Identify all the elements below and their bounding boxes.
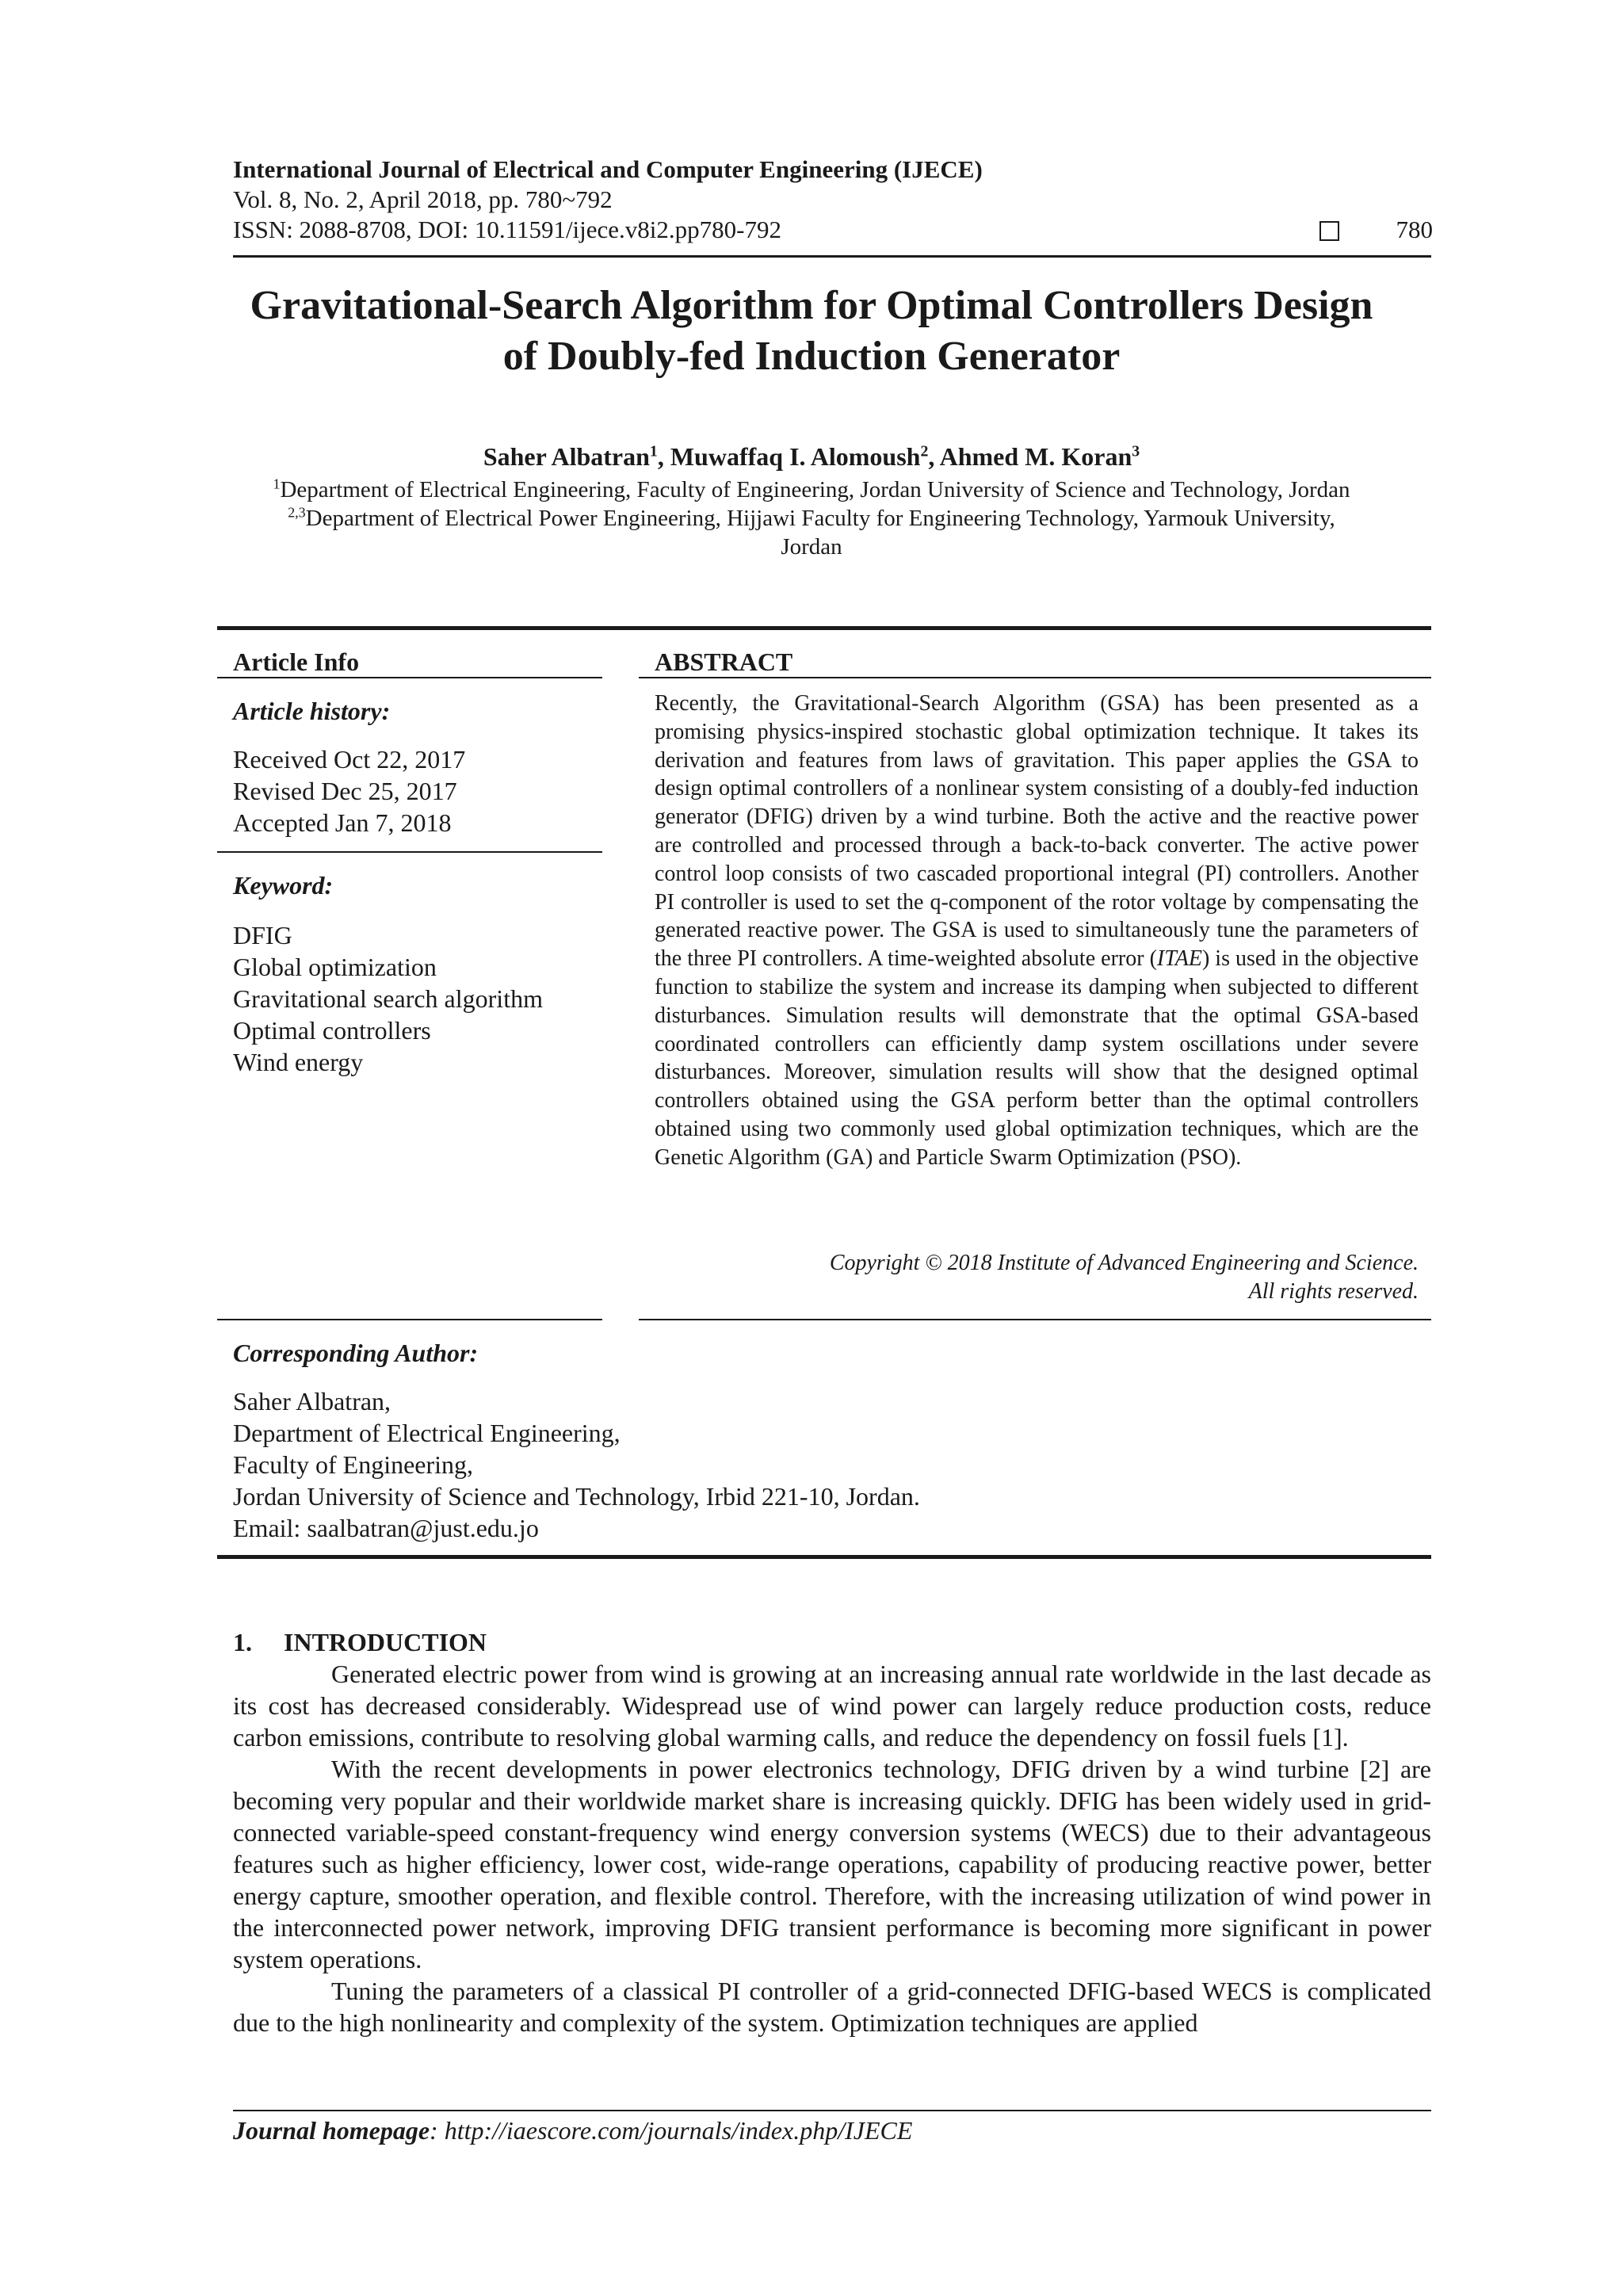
copyright-line-1: Copyright © 2018 Institute of Advanced Engineering and Science. xyxy=(829,1251,1419,1275)
homepage-label: Journal homepage xyxy=(233,2116,430,2145)
info-box-top-rule xyxy=(217,626,1431,630)
affiliation-marker: 1 xyxy=(273,476,281,492)
page-number: 780 xyxy=(1396,216,1433,243)
journal-name: International Journal of Electrical and Computer Engineering (IJECE) xyxy=(233,155,983,183)
article-info-rule xyxy=(217,677,602,678)
article-history-heading: Article history: xyxy=(233,697,391,725)
keyword-item: Wind energy xyxy=(233,1048,364,1076)
keyword-item: Gravitational search algorithm xyxy=(233,984,543,1013)
affiliation-2-continued: Jordan xyxy=(781,534,842,560)
received-date: Received Oct 22, 2017 xyxy=(233,745,466,774)
journal-issn-doi: ISSN: 2088-8708, DOI: 10.11591/ijece.v8i2.pp780-792 xyxy=(233,216,781,243)
abstract-itae: ITAE xyxy=(1156,946,1202,972)
article-info-heading: Article Info xyxy=(233,648,360,676)
keyword-item: Optimal controllers xyxy=(233,1016,431,1045)
abstract-text xyxy=(655,690,1419,1172)
affiliation-text: Department of Electrical Engineering, Faculty of Engineering, Jordan University of Science and Technology, Jordan xyxy=(280,477,1350,502)
affiliation-text: Department of Electrical Power Engineering, Hijjawi Faculty for Engineering Technology, Yarmouk University, xyxy=(305,506,1335,531)
header-rule xyxy=(233,255,1431,258)
author-name: Saher Albatran xyxy=(483,442,650,471)
affiliation-marker: 2,3 xyxy=(288,504,306,521)
abstract-heading: ABSTRACT xyxy=(655,648,793,676)
corresponding-author-heading: Corresponding Author: xyxy=(233,1339,479,1367)
author-list xyxy=(158,441,1465,472)
affiliation-1 xyxy=(222,476,1401,504)
affiliation-2 xyxy=(222,504,1401,533)
corresponding-author-line: Jordan University of Science and Technology, Irbid 221-10, Jordan. xyxy=(233,1482,920,1511)
intro-paragraph: Tuning the parameters of a classical PI controller of a grid-connected DFIG-based WECS is complicated due to the high nonlinearity and complexity of the system. Optimization techniques are applied xyxy=(233,1977,1431,2037)
keyword-item: DFIG xyxy=(233,921,292,949)
author-affil-marker: 3 xyxy=(1132,442,1140,460)
intro-paragraph: With the recent developments in power electronics technology, DFIG driven by a wind turbine [2] are becoming very popular and their worldwide market share is increasing quickly. DFIG has been widely used in grid-connected variable-speed constant-frequency wind energy conversion systems (WECS) due to their advantageous features such as higher efficiency, lower cost, wide-range operations, capability of producing reactive power, better energy capture, smoother operation, and flexible control. Therefore, with the increasing utilization of wind power in the interconnected power network, improving DFIG transient performance is becoming more significant in power system operations. xyxy=(233,1755,1431,1973)
copyright-line-2: All rights reserved. xyxy=(1248,1279,1419,1304)
corresponding-author-line: Faculty of Engineering, xyxy=(233,1450,474,1479)
corresponding-author-line: Department of Electrical Engineering, xyxy=(233,1419,621,1447)
journal-homepage xyxy=(233,2115,912,2146)
paper-title-line-2: of Doubly-fed Induction Generator xyxy=(502,334,1121,379)
keyword-item: Global optimization xyxy=(233,953,437,981)
corresponding-author-email: Email: saalbatran@just.edu.jo xyxy=(233,1514,539,1542)
accepted-date: Accepted Jan 7, 2018 xyxy=(233,808,452,837)
paper-title-line-1: Gravitational-Search Algorithm for Optimal Controllers Design xyxy=(250,283,1373,328)
keyword-heading: Keyword: xyxy=(233,871,334,900)
abstract-text-part-1: Recently, the Gravitational-Search Algorithm (GSA) has been presented as a promising physics-inspired stochastic global optimization technique. It takes its derivation and features from laws of gravitation. This paper applies the GSA to design optimal controllers of a nonlinear system consisting of a doubly-fed induction generator (DFIG) driven by a wind turbine. Both the active and the reactive power are controlled and processed through a back-to-back converter. The active power control loop consists of two cascaded proportional integral (PI) controllers. Another PI controller is used to set the q-component of the rotor voltage by compensating the generated reactive power. The GSA is used to simultaneously tune the parameters of the three PI controllers. A time-weighted absolute error ( xyxy=(655,691,1419,972)
revised-date: Revised Dec 25, 2017 xyxy=(233,777,457,805)
author-affil-marker: 2 xyxy=(920,442,929,460)
introduction-body xyxy=(233,1658,1431,2038)
intro-paragraph: Generated electric power from wind is growing at an increasing annual rate worldwide in the last decade as its cost has decreased considerably. Widespread use of wind power can largely reduce production costs, reduce carbon emissions, contribute to resolving global warming calls, and reduce the dependency on fossil fuels [1]. xyxy=(233,1660,1431,1752)
info-box-right-bottom-rule xyxy=(639,1319,1431,1320)
history-rule xyxy=(217,851,602,853)
author-name: , Ahmed M. Koran xyxy=(928,442,1132,471)
author-name: , Muwaffaq I. Alomoush xyxy=(657,442,921,471)
abstract-text-part-2: ) is used in the objective function to stabilize the system and increase its damping when subjected to different disturbances. Simulation results will demonstrate that the optimal GSA-based coordinated controllers can efficiently damp system oscillations under severe disturbances. Moreover, simulation results will show that the designed optimal controllers obtained using the GSA perform better than the optimal controllers obtained using two commonly used global optimization techniques, which are the Genetic Algorithm (GA) and Particle Swarm Optimization (PSO). xyxy=(655,946,1419,1170)
abstract-rule xyxy=(639,677,1431,678)
corresponding-author-line: Saher Albatran, xyxy=(233,1387,391,1415)
introduction-heading: 1. INTRODUCTION xyxy=(233,1628,487,1656)
homepage-url[interactable]: : http://iaescore.com/journals/index.php/IJECE xyxy=(430,2116,913,2145)
checkbox-square-icon xyxy=(1319,221,1339,241)
journal-volume: Vol. 8, No. 2, April 2018, pp. 780~792 xyxy=(233,185,613,213)
info-box-left-bottom-rule xyxy=(217,1319,602,1320)
author-affil-marker: 1 xyxy=(649,442,658,460)
footer-rule xyxy=(233,2110,1431,2111)
paper-title xyxy=(158,281,1465,382)
info-box-bottom-rule xyxy=(217,1555,1431,1559)
